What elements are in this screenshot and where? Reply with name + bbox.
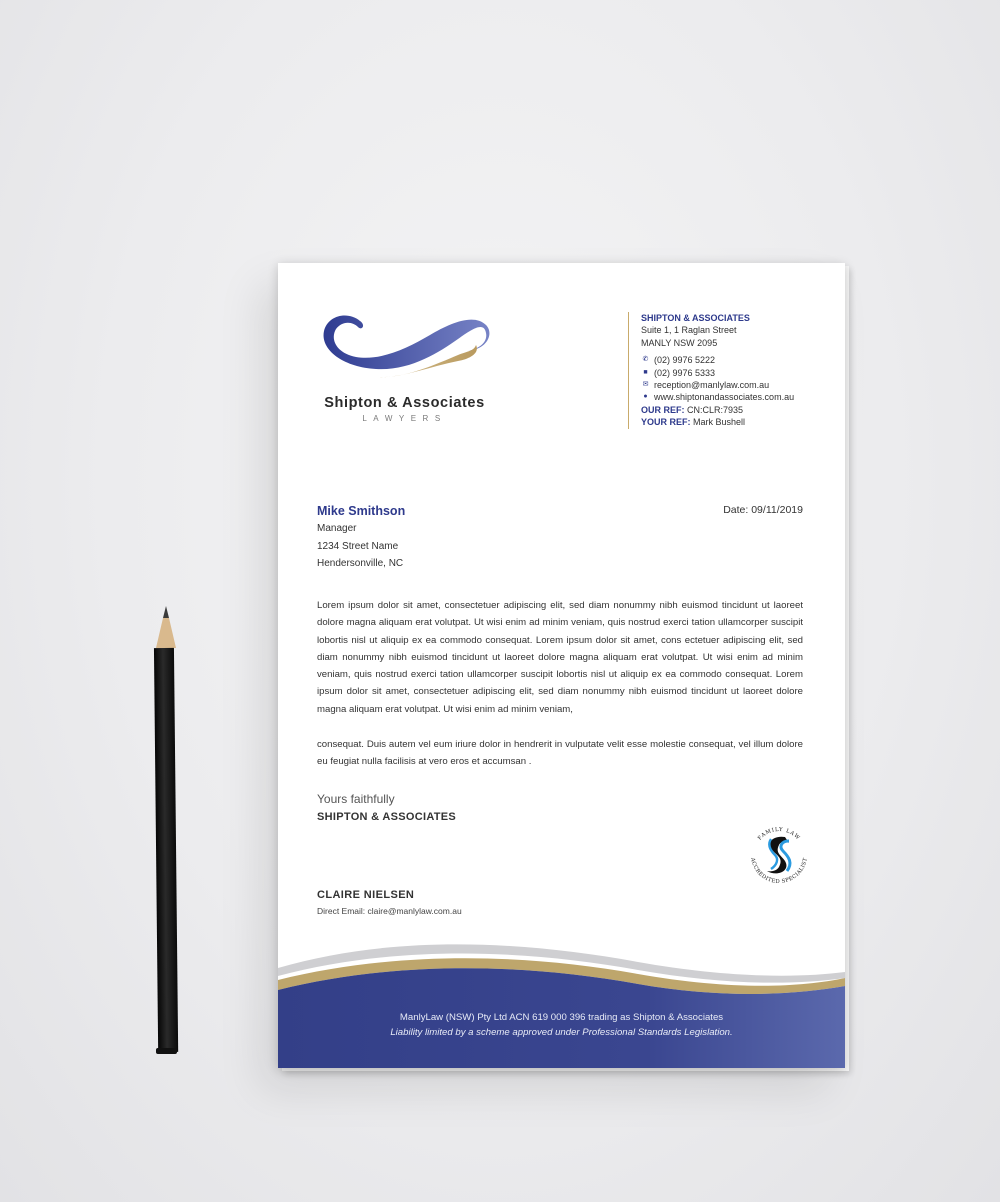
firm-name: Shipton & Associates <box>324 395 485 411</box>
accredited-specialist-seal-icon <box>745 821 813 889</box>
contact-block <box>628 312 794 429</box>
email-icon: ✉ <box>642 381 649 389</box>
signatory-email: Direct Email: claire@manlylaw.com.au <box>317 906 462 916</box>
contact-website: www.shiptonandassociates.com.au <box>654 392 795 403</box>
our-ref-label: OUR REF: <box>641 404 685 415</box>
your-ref: Mark Bushell <box>693 417 746 428</box>
footer-liability-line: Liability limited by a scheme approved under Professional Standards Legislation. <box>390 1027 733 1038</box>
letter-date: Date: 09/11/2019 <box>723 504 803 516</box>
your-ref-label: YOUR REF: <box>641 417 691 428</box>
fax-icon: ■ <box>643 368 648 376</box>
body-paragraph-1: Lorem ipsum dolor sit amet, consectetuer adipiscing elit, sed diam nonummy nibh euismod tincidunt ut laoreet dolore magna aliquam erat volutpat. Ut wisi enim ad minim veniam, quis nostrud exerci tation ullamcorper suscipit lobortis nisl ut aliquip ex ea commodo consequat. Lorem ipsum dolor sit amet, cons ectetuer adipiscing elit, sed diam nonummy nibh euismod tincidunt ut laoreet dolore magna aliquam erat volutpat. Ut wisi enim ad minim veniam, quis nostrud exerci tation ullamcorper suscipit lobortis nisl ut aliquip ex ea commodo consequat. Lorem ipsum dolor sit amet, consectetuer adipiscing elit, sed diam nonummy nibh euismod tincidunt ut laoreet dolore magna aliquam erat volutpat. Ut wisi enim ad minim veniam, <box>317 600 803 715</box>
contact-phone: (02) 9976 5222 <box>654 355 716 366</box>
contact-email: reception@manlylaw.com.au <box>654 380 770 391</box>
pencil-icon <box>150 604 182 1056</box>
letter-body <box>317 597 803 789</box>
recipient-street: 1234 Street Name <box>317 540 399 552</box>
firm-subtitle: LAWYERS <box>362 414 447 423</box>
contact-address1: Suite 1, 1 Raglan Street <box>641 325 737 336</box>
phone-icon: ✆ <box>642 356 649 364</box>
closing-salutation: Yours faithfully <box>317 792 395 806</box>
contact-company: SHIPTON & ASSOCIATES <box>641 313 750 323</box>
footer-wave-band <box>278 938 845 1068</box>
footer-company-line: ManlyLaw (NSW) Pty Ltd ACN 619 000 396 trading as Shipton & Associates <box>399 1012 724 1023</box>
recipient-block <box>317 503 405 573</box>
recipient-title: Manager <box>317 523 357 534</box>
contact-fax: (02) 9976 5333 <box>654 367 716 378</box>
closing-company: SHIPTON & ASSOCIATES <box>317 811 457 823</box>
our-ref: CN:CLR:7935 <box>687 404 744 415</box>
body-paragraph-2: consequat. Duis autem vel eum iriure dolor in hendrerit in vulputate velit esse molestie consequat, vel illum dolore eu feugiat nulla facilisis at vero eros et accumsan . <box>317 739 803 768</box>
globe-icon: ● <box>643 393 648 401</box>
recipient-city: Hendersonville, NC <box>317 558 404 569</box>
recipient-name: Mike Smithson <box>317 504 406 518</box>
signatory-name: CLAIRE NIELSEN <box>317 889 415 901</box>
letterhead-page <box>278 263 845 1068</box>
logo-swoosh-icon <box>318 309 498 384</box>
seal-text-bottom: ACCREDITED SPECIALIST <box>749 857 809 886</box>
seal-text-top: FAMILY LAW <box>756 826 801 842</box>
contact-address2: MANLY NSW 2095 <box>641 337 718 348</box>
